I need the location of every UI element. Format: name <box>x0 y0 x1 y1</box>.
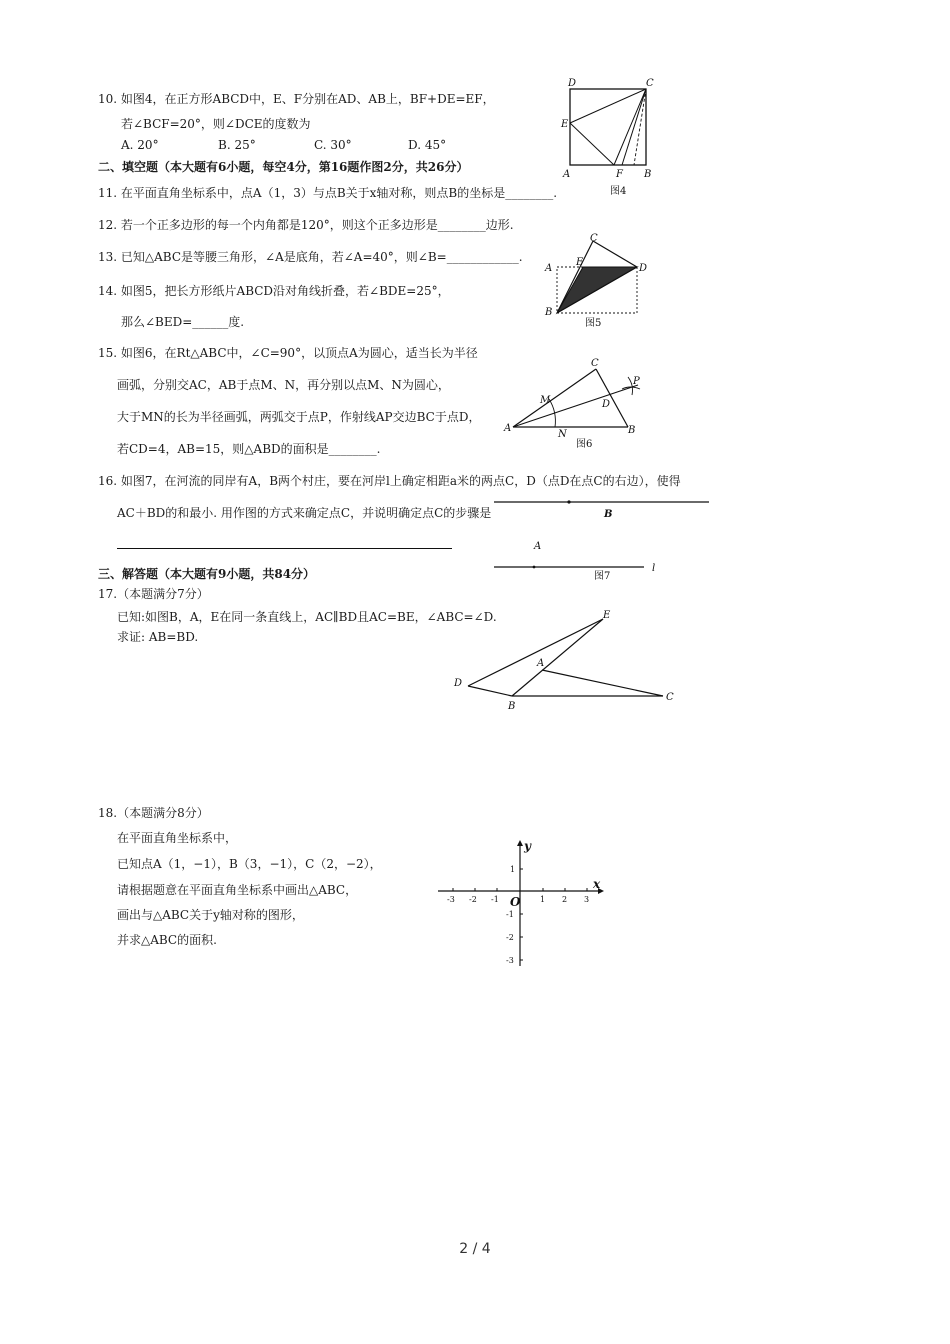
fig6-label-p: P <box>633 376 640 387</box>
q18-title: 18.（本题满分8分） <box>98 806 209 820</box>
x-tick-2: 2 <box>562 895 568 904</box>
x-tick-neg3: -3 <box>447 895 455 904</box>
section3-heading: 三、解答题（本大题有9小题，共84分） <box>98 567 316 581</box>
q15-line2: 画弧，分别交AC，AB于点M、N，再分别以点M、N为圆心， <box>117 378 450 392</box>
q10-choice-b: B. 25° <box>218 138 256 152</box>
q17-label-e: E <box>603 610 611 621</box>
fig6-label-m: M <box>540 395 551 406</box>
q15-line4: 若CD=4，AB=15，则△ABD的面积是________. <box>117 442 381 456</box>
fig6-label-b: B <box>628 425 636 436</box>
axis-x-label: x <box>593 877 601 891</box>
q18-line4: 画出与△ABC关于y轴对称的图形， <box>117 908 304 922</box>
q17-label-d: D <box>454 678 463 689</box>
axis-origin-label: O <box>510 895 521 909</box>
figure-6 <box>500 355 660 450</box>
y-tick-neg3: -3 <box>506 956 514 965</box>
figure-4 <box>560 78 670 197</box>
q18-line5: 并求△ABC的面积. <box>117 933 217 947</box>
q10-line2: 若∠BCF=20°，则∠DCE的度数为 <box>121 117 311 131</box>
y-tick-1: 1 <box>510 865 516 874</box>
fig7-label-a: A <box>534 541 542 552</box>
q16-answer-blank[interactable] <box>117 548 452 549</box>
figure-q17 <box>450 608 680 713</box>
fig4-label-e: E <box>561 119 569 130</box>
q14-line1: 14. 如图5，把长方形纸片ABCD沿对角线折叠，若∠BDE=25°， <box>98 284 450 298</box>
fig5-label-c: C <box>590 233 598 244</box>
q10-choice-c: C. 30° <box>314 138 352 152</box>
fig4-label-a: A <box>563 169 571 180</box>
q15-line3: 大于MN的长为半径画弧，两弧交于点P，作射线AP交边BC于点D， <box>117 410 481 424</box>
q15-line1: 15. 如图6，在Rt△ABC中，∠C=90°，以顶点A为圆心，适当长为半径 <box>98 346 478 360</box>
q14-line2: 那么∠BED=______度. <box>121 315 245 329</box>
q18-line2: 已知点A（1，−1），B（3，−1），C（2，−2）， <box>117 857 382 871</box>
x-tick-3: 3 <box>584 895 590 904</box>
fig6-label-c: C <box>591 358 599 369</box>
fig5-label-b: B <box>545 307 553 318</box>
x-tick-neg1: -1 <box>491 895 499 904</box>
x-tick-neg2: -2 <box>469 895 477 904</box>
x-tick-1: 1 <box>540 895 546 904</box>
fig4-label-d: D <box>568 78 577 89</box>
fig7-label-l: l <box>652 563 656 574</box>
q16-line2: AC＋BD的和最小. 用作图的方式来确定点C，并说明确定点C的步骤是 <box>117 506 492 520</box>
axis-y-label: y <box>524 839 531 853</box>
q12-text: 12. 若一个正多边形的每一个内角都是120°，则这个正多边形是________边形. <box>98 218 514 232</box>
coordinate-axes <box>430 838 610 978</box>
fig4-label-c: C <box>646 78 654 89</box>
q17-prove: 求证: AB=BD. <box>117 630 199 644</box>
figure-5 <box>543 233 653 333</box>
q18-line3: 请根据题意在平面直角坐标系中画出△ABC， <box>117 883 358 897</box>
fig4-label-b: B <box>644 169 652 180</box>
q17-label-b: B <box>508 701 516 712</box>
fig4-label-f: F <box>616 169 623 180</box>
fig5-caption: 图5 <box>585 318 602 329</box>
q17-title: 17.（本题满分7分） <box>98 587 209 601</box>
page-number: 2 / 4 <box>459 1241 491 1257</box>
fig6-label-d: D <box>602 399 611 410</box>
y-tick-neg2: -2 <box>506 933 514 942</box>
figure-7 <box>484 495 724 580</box>
section2-heading: 二、填空题（本大题有6小题，每空4分，第16题作图2分，共26分） <box>98 160 469 174</box>
q10-choice-d: D. 45° <box>408 138 447 152</box>
q13-text: 13. 已知△ABC是等腰三角形，∠A是底角，若∠A=40°，则∠B=____________. <box>98 250 523 264</box>
q10-choice-a: A. 20° <box>121 138 159 152</box>
fig6-label-n: N <box>558 429 567 440</box>
q10-line1: 10. 如图4，在正方形ABCD中，E、F分别在AD、AB上，BF+DE=EF， <box>98 92 495 106</box>
fig6-caption: 图6 <box>576 439 593 450</box>
q17-given: 已知:如图B，A，E在同一条直线上，AC∥BD且AC=BE，∠ABC=∠D. <box>117 610 497 624</box>
fig5-label-e: E <box>576 257 584 268</box>
fig7-label-b: B <box>604 509 613 520</box>
q17-label-c: C <box>666 692 674 703</box>
fig5-label-d: D <box>639 263 648 274</box>
q16-line1: 16. 如图7，在河流的同岸有A，B两个村庄，要在河岸l上确定相距a米的两点C，D（点D在点C的右边），使得 <box>98 474 681 488</box>
q11-text: 11. 在平面直角坐标系中，点A（1，3）与点B关于x轴对称，则点B的坐标是________. <box>98 186 558 200</box>
q18-line1: 在平面直角坐标系中， <box>117 831 238 845</box>
fig6-label-a: A <box>504 423 512 434</box>
fig4-caption: 图4 <box>610 186 627 197</box>
y-tick-neg1: -1 <box>506 910 514 919</box>
fig5-label-a: A <box>545 263 553 274</box>
q17-label-a: A <box>537 658 545 669</box>
fig7-caption: 图7 <box>594 571 611 582</box>
